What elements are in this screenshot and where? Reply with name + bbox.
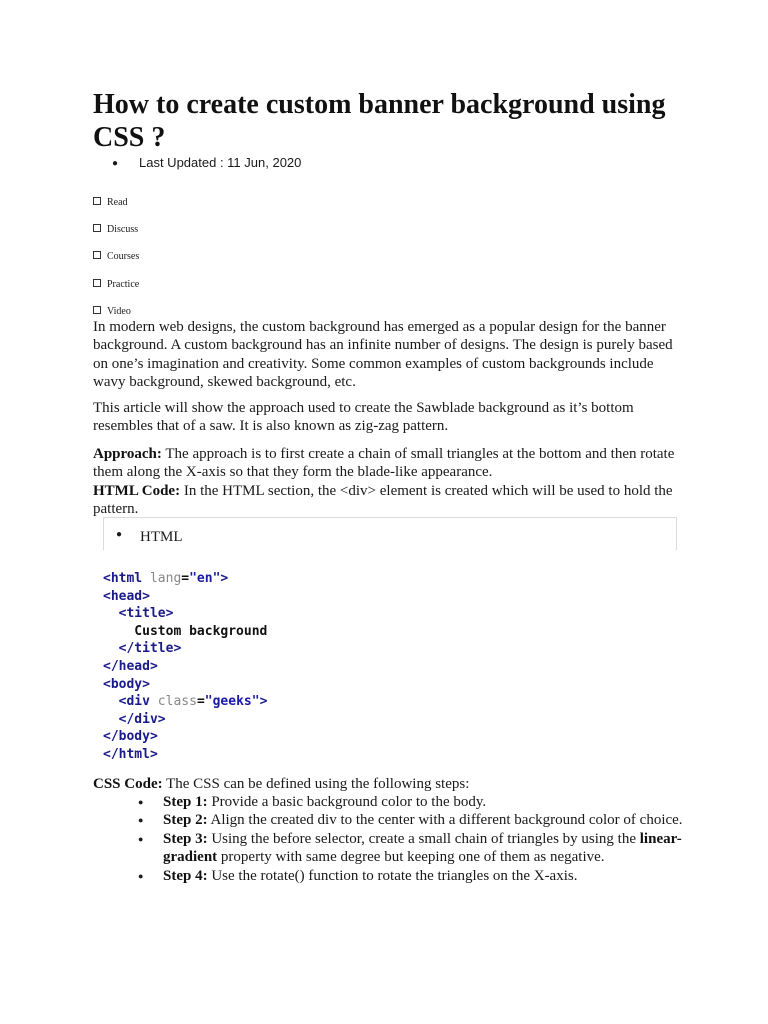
intro-paragraph: In modern web designs, the custom background has emerged as a popular design for the banner background. A custom background has an infinite number of designs. The design is purely based on one’s imagination and creativity. Some common examples of custom backgrounds include wavy background, skewed background, etc. (93, 319, 673, 391)
approach-label: Approach: (93, 446, 162, 462)
approach-text: The approach is to first create a chain of small triangles at the bottom and then rotate them along the X-axis so that they form the blade-like appearance. (93, 446, 675, 481)
code-tab-html[interactable]: HTML (140, 529, 183, 545)
approach-paragraph (93, 445, 683, 519)
checkbox-icon (93, 306, 101, 314)
nav-courses-label: Courses (107, 251, 140, 262)
nav-read-label: Read (107, 197, 128, 208)
last-updated-text: Last Updated : 11 Jun, 2020 (139, 155, 302, 170)
nav-practice[interactable] (93, 279, 139, 291)
page-title: How to create custom banner background using CSS ? (93, 89, 666, 153)
code-line: </title> (103, 641, 182, 657)
bullet-icon: ● (116, 529, 123, 540)
code-line: <body> (103, 676, 150, 692)
checkbox-icon (93, 251, 101, 259)
steps-list (138, 793, 683, 885)
nav-practice-label: Practice (107, 279, 140, 290)
code-block (103, 570, 663, 764)
html-code-text: In the HTML section, the <div> element is created which will be used to hold the pattern. (93, 482, 673, 518)
code-tab-bar (103, 517, 677, 550)
checkbox-icon (93, 224, 101, 232)
article-description: This article will show the approach used to create the Sawblade background as it’s bottom resembles that of a saw. It is also known as zig-zag pattern. (93, 400, 634, 435)
checkbox-icon (93, 197, 101, 205)
code-line: <title> (103, 606, 174, 622)
code-line: Custom background (103, 623, 268, 639)
nav-video[interactable] (93, 306, 131, 318)
list-item: ● Step 2: Align the created div to the center with a different background color of choice. (138, 811, 683, 829)
nav-video-label: Video (107, 306, 131, 317)
nav-read[interactable] (93, 197, 128, 209)
nav-courses[interactable] (93, 251, 139, 263)
code-line: </div> (103, 711, 166, 727)
checkbox-icon (93, 279, 101, 287)
code-line: <div class="geeks"> (103, 694, 268, 710)
code-line: <html lang="en"> (103, 571, 229, 586)
html-code-label: HTML Code: (93, 482, 181, 499)
code-line: </head> (103, 658, 158, 674)
code-line: <head> (103, 588, 150, 604)
bullet-icon: ● (112, 158, 119, 169)
code-line: </body> (103, 729, 158, 745)
code-line: </html> (103, 746, 158, 762)
css-code-label: CSS Code: (93, 776, 163, 792)
css-code-paragraph (93, 775, 683, 793)
nav-discuss-label: Discuss (107, 224, 139, 235)
list-item: ● Step 3: Using the before selector, create a small chain of triangles by using the linear-gradient property with same degree but keeping one of them as negative. (138, 830, 683, 867)
css-code-text: The CSS can be defined using the following steps: (162, 776, 470, 792)
list-item: ● Step 4: Use the rotate() function to rotate the triangles on the X-axis. (138, 867, 683, 885)
nav-discuss[interactable] (93, 224, 138, 236)
list-item: ● Step 1: Provide a basic background color to the body. (138, 793, 683, 811)
